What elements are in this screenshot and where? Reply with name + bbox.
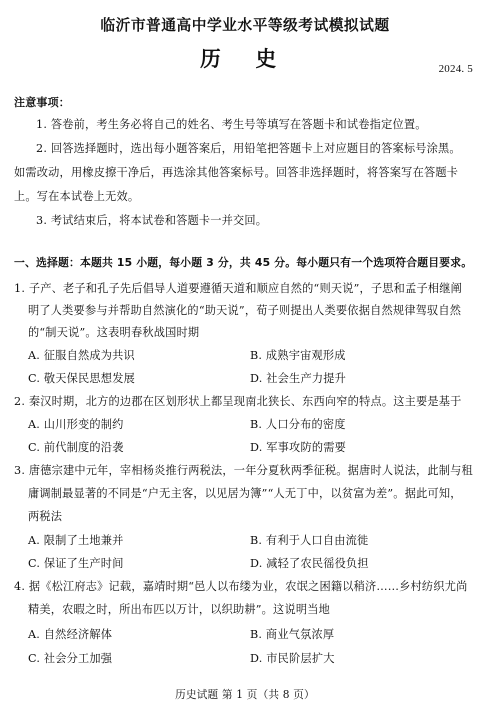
question-4-option-d: D. 市民阶层扩大	[250, 652, 335, 665]
question-4-stem: 精美，农暇之时，所出布匹以万计，以织助耕”。这说明当地	[28, 603, 330, 616]
exam-date: 2024. 5	[438, 63, 473, 75]
question-3-option-b: B. 有利于人口自由流徙	[250, 534, 369, 547]
notice-line: 上。写在本试卷上无效。	[14, 190, 140, 203]
exam-title: 临沂市普通高中学业水平等级考试模拟试题	[100, 16, 390, 34]
question-4-option-c: C. 社会分工加强	[28, 652, 113, 665]
notice-line: 3. 考试结束后，将本试卷和答题卡一并交回。	[36, 214, 268, 227]
question-3-option-c: C. 保证了生产时间	[28, 557, 124, 570]
question-1-option-d: D. 社会生产力提升	[250, 372, 346, 385]
page-footer: 历史试题 第 1 页（共 8 页）	[175, 688, 315, 701]
question-4-option-b: B. 商业气氛浓厚	[250, 628, 335, 641]
question-4-option-a: A. 自然经济解体	[28, 628, 113, 641]
notice-line: 1. 答卷前，考生务必将自己的姓名、考生号等填写在答题卡和试卷指定位置。	[36, 118, 427, 131]
question-1-option-c: C. 敬天保民思想发展	[28, 372, 135, 385]
notice-line: 2. 回答选择题时，选出每小题答案后，用铅笔把答题卡上对应题目的答案标号涂黑。	[36, 142, 461, 155]
question-1-stem: 明了人类要参与并帮助自然演化的“助天说”，荀子则提出人类要依据自然规律驾驭自然	[28, 304, 462, 317]
question-2-option-c: C. 前代制度的沿袭	[28, 441, 124, 454]
subject-title: 历 史	[200, 47, 290, 71]
question-3-stem: 庸调制最显著的不同是“户无主客，以见居为簿”“人无丁中，以贫富为差”。据此可知，	[28, 487, 462, 500]
question-3-stem: 3. 唐德宗建中元年，宰相杨炎推行两税法，一年分夏秋两季征税。据唐时人说法，此制与租	[14, 464, 473, 477]
question-1-option-a: A. 征服自然成为共识	[28, 349, 135, 362]
question-3-option-d: D. 减轻了农民徭役负担	[250, 557, 369, 570]
question-2-stem: 2. 秦汉时期，北方的边郡在区划形状上都呈现南北狭长、东西向窄的特点。这主要是基于	[14, 395, 462, 408]
question-1-stem: 的“制天说”。这表明春秋战国时期	[28, 326, 200, 339]
section-heading: 一、选择题：本题共 15 小题，每小题 3 分，共 45 分。每小题只有一个选项符合题目要求。	[14, 256, 473, 269]
question-2-option-b: B. 人口分布的密度	[250, 418, 346, 431]
question-3-stem: 两税法	[28, 510, 63, 523]
question-2-option-d: D. 军事攻防的需要	[250, 441, 346, 454]
question-1-stem: 1. 子产、老子和孔子先后倡导人道要遵循天道和顺应自然的“则天说”，子思和孟子相继阐	[14, 282, 463, 295]
notice-line: 如需改动，用橡皮擦干净后，再选涂其他答案标号。回答非选择题时，将答案写在答题卡	[14, 166, 459, 179]
question-2-option-a: A. 山川形变的制约	[28, 418, 124, 431]
notice-heading: 注意事项：	[14, 96, 70, 109]
question-1-option-b: B. 成熟宇宙观形成	[250, 349, 346, 362]
question-4-stem: 4. 据《松江府志》记载，嘉靖时期“邑人以布缕为业，农氓之困籍以稍济……乡村纺织尤尚	[14, 580, 468, 593]
question-3-option-a: A. 限制了土地兼并	[28, 534, 124, 547]
